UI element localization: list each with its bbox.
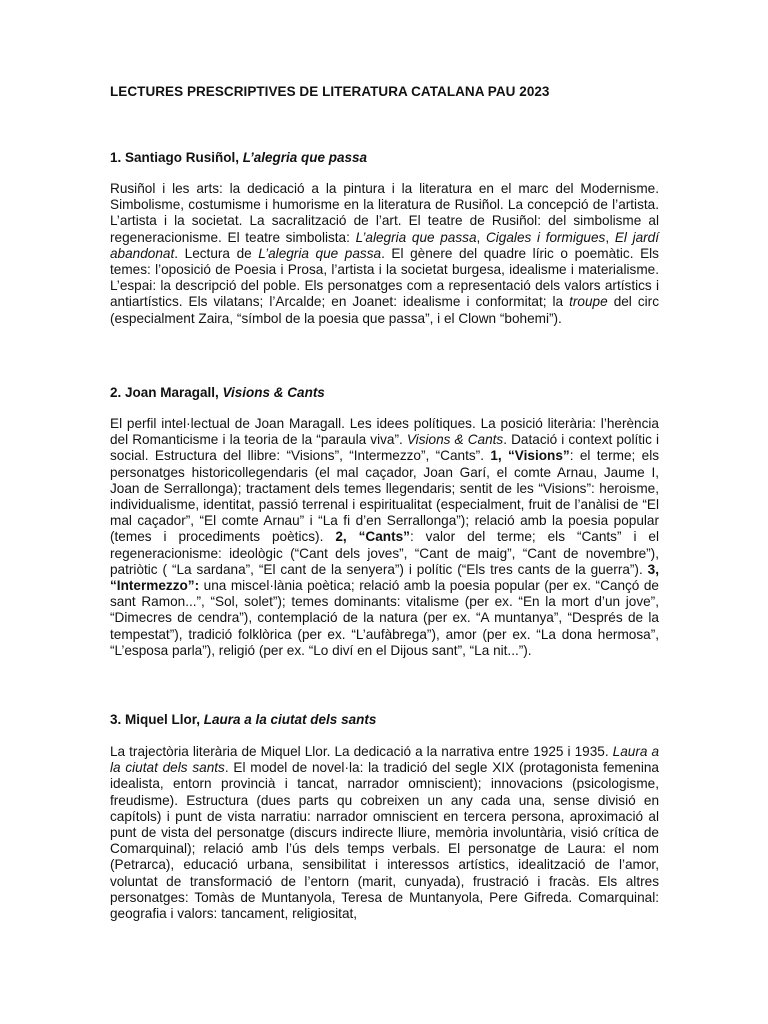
section-heading-rusinol — [110, 150, 367, 165]
section-work-title: Laura a la ciutat dels sants — [203, 712, 377, 727]
text-run: La trajectòria literària de Miquel Llor. La dedicació a la narrativa entre 1925 i 1935. — [110, 744, 613, 759]
italic-run: Cigales i formigues — [485, 229, 606, 245]
text-run: Rusiñol i les arts: la dedicació a la pintura i la literatura en el marc del Modernisme. Simbolisme, costumisme i humorisme en la literatura de Rusiñol. La concepció de l’artista. L’artista i la societat. La sacralització de l’art. El teatre de Rusiñol: del simbolisme al regeneracionisme. El teatre simbolista: — [110, 181, 659, 245]
document-title: LECTURES PRESCRIPTIVES DE LITERATURA CATALANA PAU 2023 — [110, 84, 550, 99]
text-run: El perfil intel·lectual de Joan Maragall. Les idees polítiques. La posició literària: l’herència del Romanticisme i la teoria de la “paraula viva”. — [110, 416, 659, 448]
text-run: . Datació i context polític i social. Estructura del llibre: “Visions”, “Intermezzo”, “Cants”. — [110, 432, 660, 464]
section-paragraph — [110, 181, 659, 327]
text-run: , — [476, 229, 486, 245]
text-run: . Lectura de — [174, 245, 259, 261]
italic-run: El jardí abandonat — [110, 229, 660, 261]
text-run: . El model de novel·la: la tradició del segle XIX (protagonista femenina idealista, entorn provincià i tancat, narrador omniscient); innovacions (psicologisme, freudisme). Estructura (dues parts qu cobreixen un any cada una, sense divisió en capítols) i punt de vista narratiu: narrador omniscient en tercera persona, aproximació al punt de vista del personatge (discurs indirecte lliure, memòria involuntària, visió crítica de Comarquinal); relació amb l’ús dels temps verbals. El personatge de Laura: el nom (Petrarca), educació urbana, sensibilitat i interessos artístics, idealització de l’amor, voluntat de transformació de l’entorn (marit, cunyada), frustració i fracàs. Els altres personatges: Tomàs de Muntanyola, Teresa de Muntanyola, Pere Gifreda. Comarquinal: geografia i valors: tancament, religiositat, — [110, 760, 659, 922]
bold-run: 3, “Intermezzo”: — [110, 561, 659, 594]
section-work-title: Visions & Cants — [222, 385, 325, 400]
section-work-title: L’alegria que passa — [242, 150, 368, 165]
section-paragraph — [110, 744, 659, 922]
text-run: : el terme; els personatges historicollegendaris (el mal caçador, Joan Garí, el comte Arnau, Jaume I, Joan de Serrallonga); tractament dels temes llegendaris; sentit de les “Visions”: heroisme, individualisme, identitat, passió terrenal i espiritualitat (especialment, fruit de l’anàlisi de “El mal caçador”, “El comte Arnau” i “La fi d’en Serrallonga”); relació amb la poesia popular (temes i procediments poètics). — [110, 448, 660, 545]
section-body-maragall — [110, 416, 659, 659]
text-run: : valor del terme; els “Cants” i el regeneracionisme: ideològic (“Cant dels joves”, “Cant de maig”, “Cant de novembre”), patriòtic ( “La sardana”, “El cant de la senyera”) i polític (“Els tres cants de la guerra”). — [110, 529, 659, 577]
section-body-llor — [110, 744, 659, 922]
italic-run: Laura a la ciutat dels sants — [110, 744, 660, 776]
section-heading-llor — [110, 712, 376, 727]
italic-run: troupe — [569, 294, 608, 310]
text-run: , — [605, 229, 615, 245]
bold-run: 2, “Cants” — [335, 529, 410, 545]
section-number-author: 3. Miquel Llor, — [110, 712, 204, 727]
section-number-author: 2. Joan Maragall, — [110, 385, 223, 400]
text-run: . El gènere del quadre líric o poemàtic. Els temes: l’oposició de Poesia i Prosa, l’artista i la societat burgesa, idealisme i materialisme. L’espai: la descripció del poble. Els personatges com a representació dels valors artístics i antiartístics. Els vilatans; l’Arcalde; en Joanet: idealisme i conformitat; la — [110, 245, 659, 310]
section-heading-maragall — [110, 385, 325, 400]
italic-run: Visions & Cants — [406, 432, 504, 448]
text-run: del circ (especialment Zaira, “símbol de la poesia que passa”, i el Clown “bohemi”). — [110, 294, 659, 326]
italic-run: L’alegria que passa — [258, 245, 382, 261]
bold-run: 1, “Visions” — [490, 448, 570, 464]
italic-run: L’alegria que passa — [355, 229, 477, 245]
section-body-rusinol — [110, 181, 659, 327]
section-paragraph — [110, 416, 659, 659]
text-run: una miscel·lània poètica; relació amb la poesia popular (per ex. “Cançó de sant Ramon...”, “Sol, solet”); temes dominants: vitalisme (per ex. “En la mort d’un jove”, “Dimecres de cendra”), contemplació de la natura (per ex. “A muntanya”, “Després de la tempestat”), tradició folklòrica (per ex. “L’aufàbrega”), amor (per ex. “La dona hermosa”, “L’esposa parla”), religió (per ex. “Lo diví en el Dijous sant”, “La nit...”). — [110, 578, 659, 658]
section-number-author: 1. Santiago Rusiñol, — [110, 150, 243, 165]
